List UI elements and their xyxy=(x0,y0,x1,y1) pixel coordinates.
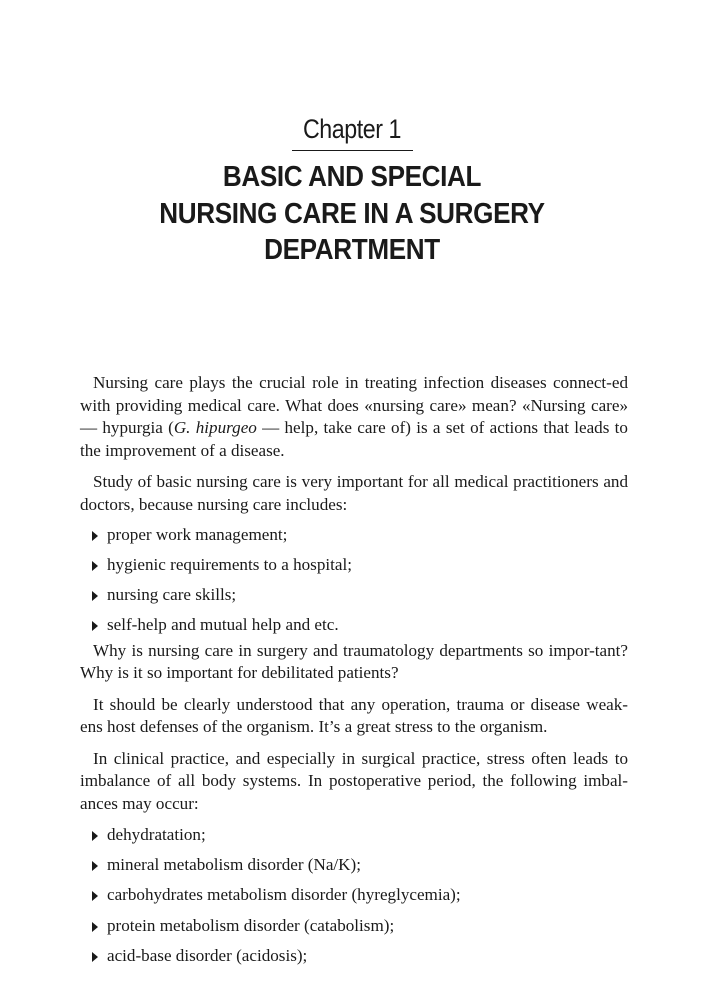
body-text xyxy=(80,372,628,967)
bullet-triangle-icon xyxy=(92,891,98,901)
paragraph-1-text-b: — help, take care of) is a set of actions that leads to the improvement of a disease. xyxy=(80,418,628,460)
chapter-underline xyxy=(292,150,413,151)
bullet-triangle-icon xyxy=(92,561,98,571)
list-item-text: mineral metabolism disorder (Na/K); xyxy=(107,855,361,875)
paragraph-why-important: Why is nursing care in surgery and traumatology departments so impor-tant? Why is it so important for debilitated patients? xyxy=(80,640,628,683)
list-nursing-care-includes xyxy=(80,524,628,637)
chapter-label: Chapter 1 xyxy=(302,114,402,144)
list-item-text: acid-base disorder (acidosis); xyxy=(107,945,308,965)
paragraph-nursing-care-definition xyxy=(80,372,628,462)
paragraph-host-defenses: It should be clearly understood that any operation, trauma or disease weak-ens host defenses of the organism. It’s a great stress to the organism. xyxy=(80,694,628,737)
list-item xyxy=(80,915,628,938)
chapter-title-line-1: BASIC AND SPECIAL xyxy=(222,161,482,193)
list-item-text: dehydratation; xyxy=(107,825,206,845)
paragraph-clinical-practice: In clinical practice, and especially in surgical practice, stress often leads to imbalance of all body systems. In postoperative period, the following imbal-ances may occur: xyxy=(80,748,628,813)
list-item-text: proper work management; xyxy=(107,525,288,544)
paragraph-1-text-a: Nursing care plays the crucial role in treating infection diseases connect-ed with providing medical care. What does «nursing care» mean? «Nursing care» — hypurgia ( xyxy=(80,373,628,437)
chapter-title-line-2: NURSING CARE IN A SURGERY xyxy=(159,197,545,230)
chapter-title xyxy=(0,159,704,269)
list-item-text: self-help and mutual help and etc. xyxy=(107,615,339,635)
list-item xyxy=(80,824,628,847)
list-item-text: hygienic requirements to a hospital; xyxy=(107,555,352,575)
paragraph-study-basic-care: Study of basic nursing care is very important for all medical practitioners and doctors, because nursing care includes: xyxy=(80,472,628,514)
list-item xyxy=(80,945,628,968)
chapter-title-line-3: DEPARTMENT xyxy=(264,234,440,266)
bullet-triangle-icon xyxy=(92,591,98,601)
paragraph-1-greek-term: G. hipurgeo xyxy=(173,418,257,437)
list-item-text: protein metabolism disorder (catabolism); xyxy=(107,915,395,935)
bullet-triangle-icon xyxy=(92,531,98,541)
list-item xyxy=(80,554,628,577)
list-item xyxy=(80,584,628,607)
bullet-triangle-icon xyxy=(92,861,98,871)
list-item xyxy=(80,854,628,877)
list-item xyxy=(80,884,628,907)
bullet-triangle-icon xyxy=(92,831,98,841)
bullet-triangle-icon xyxy=(92,922,98,932)
bullet-triangle-icon xyxy=(92,952,98,962)
list-item xyxy=(80,524,628,547)
bullet-triangle-icon xyxy=(92,621,98,631)
list-item-text: carbohydrates metabolism disorder (hyreglycemia); xyxy=(107,885,461,905)
list-item-text: nursing care skills; xyxy=(107,585,237,605)
list-postoperative-imbalances xyxy=(80,824,628,967)
list-item xyxy=(80,614,628,637)
